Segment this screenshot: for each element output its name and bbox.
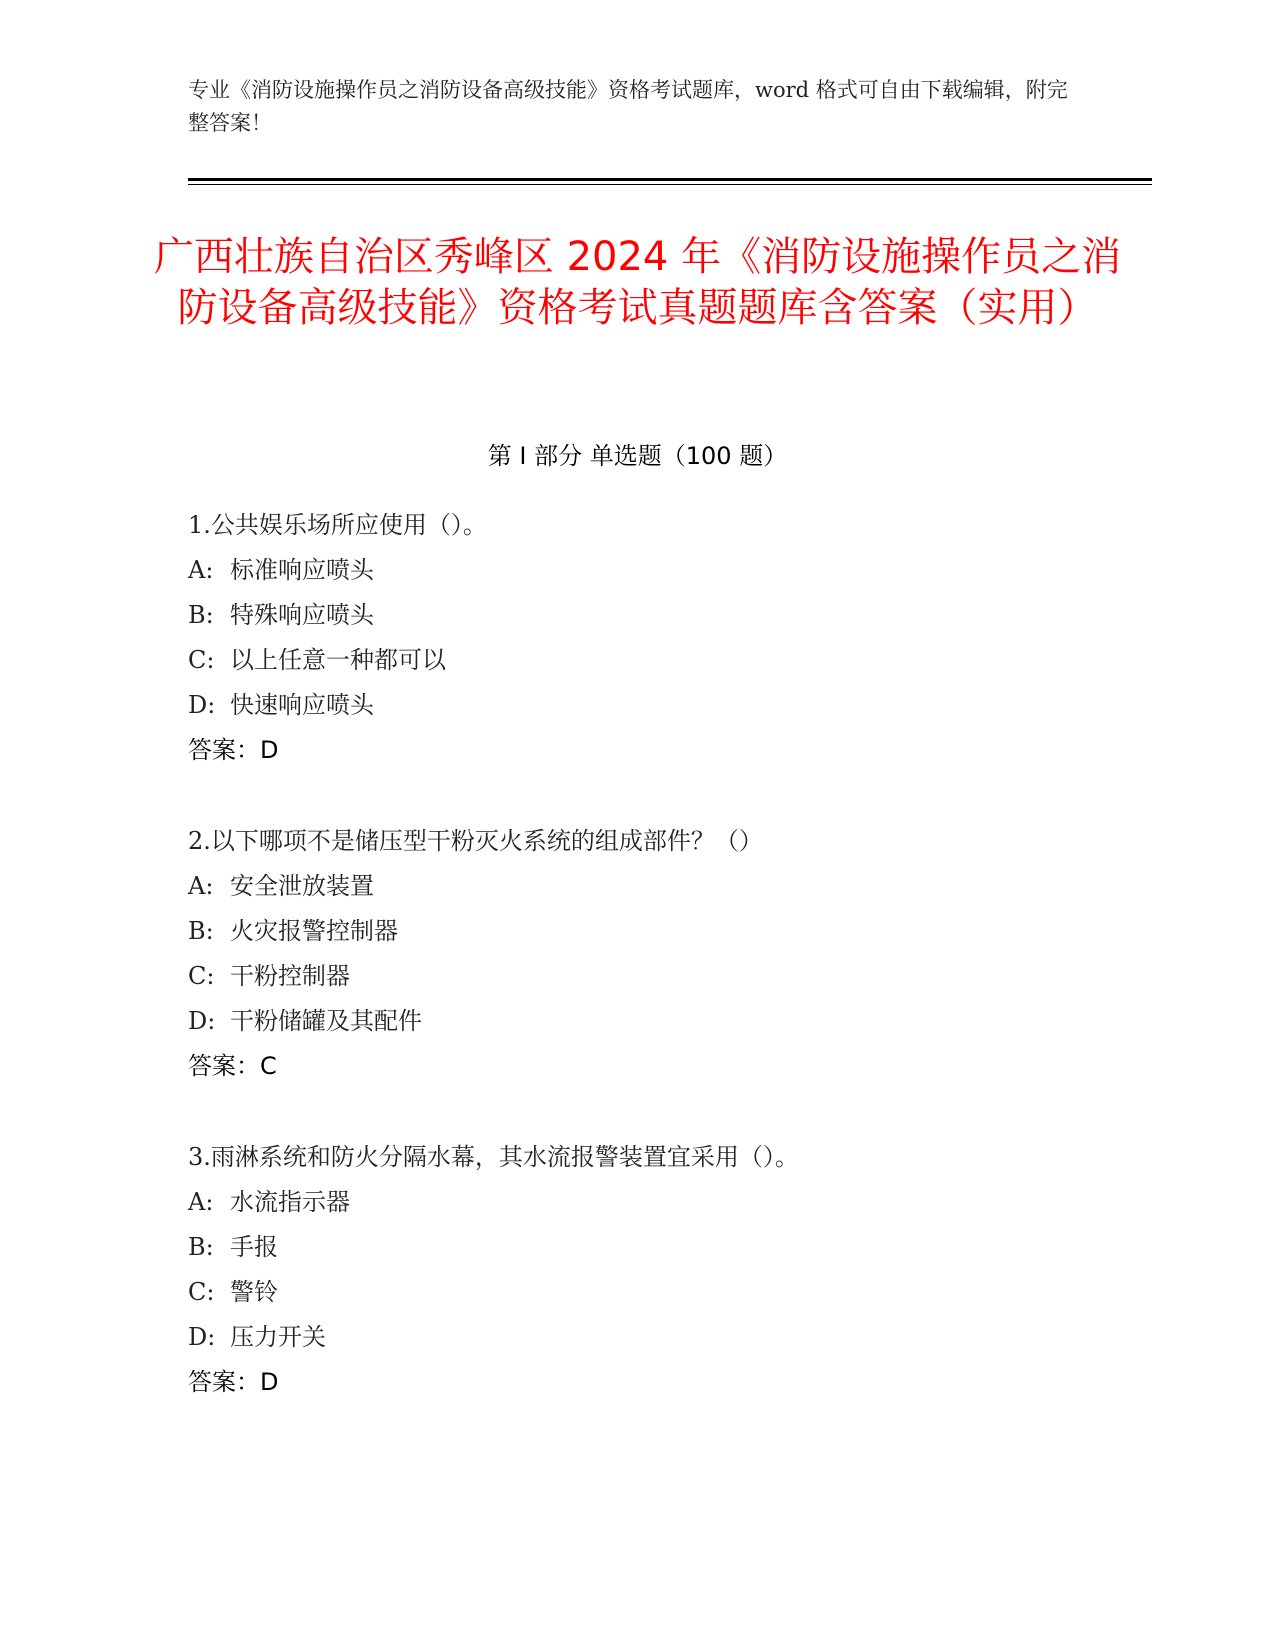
option-key: C:: [188, 962, 215, 990]
option-text: 警铃: [230, 1278, 278, 1306]
option-key: B:: [188, 917, 214, 945]
question-1: [188, 503, 1148, 773]
option-key: B:: [188, 1233, 214, 1261]
option-text: 压力开关: [230, 1323, 326, 1351]
question-3: [188, 1135, 1148, 1405]
option-b: [188, 593, 1148, 638]
question-stem: 3.雨淋系统和防火分隔水幕，其水流报警装置宜采用（）。: [188, 1143, 799, 1171]
answer-line: 答案：D: [188, 1368, 279, 1396]
option-text: 干粉控制器: [230, 962, 350, 990]
option-key: A:: [188, 872, 214, 900]
option-a: [188, 864, 1148, 909]
option-d: [188, 1315, 1148, 1360]
question-2: [188, 819, 1148, 1089]
option-text: 安全泄放装置: [230, 872, 374, 900]
option-c: [188, 1270, 1148, 1315]
question-stem: 1.公共娱乐场所应使用（）。: [188, 511, 487, 539]
option-text: 火灾报警控制器: [230, 917, 398, 945]
header-rule-thin: [188, 184, 1152, 185]
option-text: 手报: [230, 1233, 278, 1261]
option-a: [188, 1180, 1148, 1225]
option-text: 快速响应喷头: [230, 691, 374, 719]
option-d: [188, 999, 1148, 1044]
option-d: [188, 683, 1148, 728]
option-key: D:: [188, 1007, 216, 1035]
option-b: [188, 909, 1148, 954]
option-text: 以上任意一种都可以: [230, 646, 446, 674]
option-key: B:: [188, 601, 214, 629]
section-heading: 第 I 部分 单选题（100 题）: [487, 442, 788, 470]
header-rule-thick: [188, 178, 1152, 181]
option-b: [188, 1225, 1148, 1270]
option-key: A:: [188, 1188, 214, 1216]
option-text: 标准响应喷头: [230, 556, 374, 584]
header-note: 专业《消防设施操作员之消防设备高级技能》资格考试题库，word 格式可自由下载编辑，附完整答案！: [188, 78, 1068, 135]
option-key: D:: [188, 1323, 216, 1351]
option-c: [188, 954, 1148, 999]
option-text: 水流指示器: [230, 1188, 350, 1216]
option-text: 干粉储罐及其配件: [230, 1007, 422, 1035]
option-key: A:: [188, 556, 214, 584]
document-title: 广西壮族自治区秀峰区 2024 年《消防设施操作员之消防设备高级技能》资格考试真题题库含答案（实用）: [153, 234, 1122, 331]
answer-line: 答案：C: [188, 1052, 277, 1080]
option-a: [188, 548, 1148, 593]
option-key: C:: [188, 1278, 215, 1306]
option-key: D:: [188, 691, 216, 719]
option-c: [188, 638, 1148, 683]
option-text: 特殊响应喷头: [230, 601, 374, 629]
answer-line: 答案：D: [188, 736, 279, 764]
option-key: C:: [188, 646, 215, 674]
question-stem: 2.以下哪项不是储压型干粉灭火系统的组成部件？（）: [188, 827, 763, 855]
